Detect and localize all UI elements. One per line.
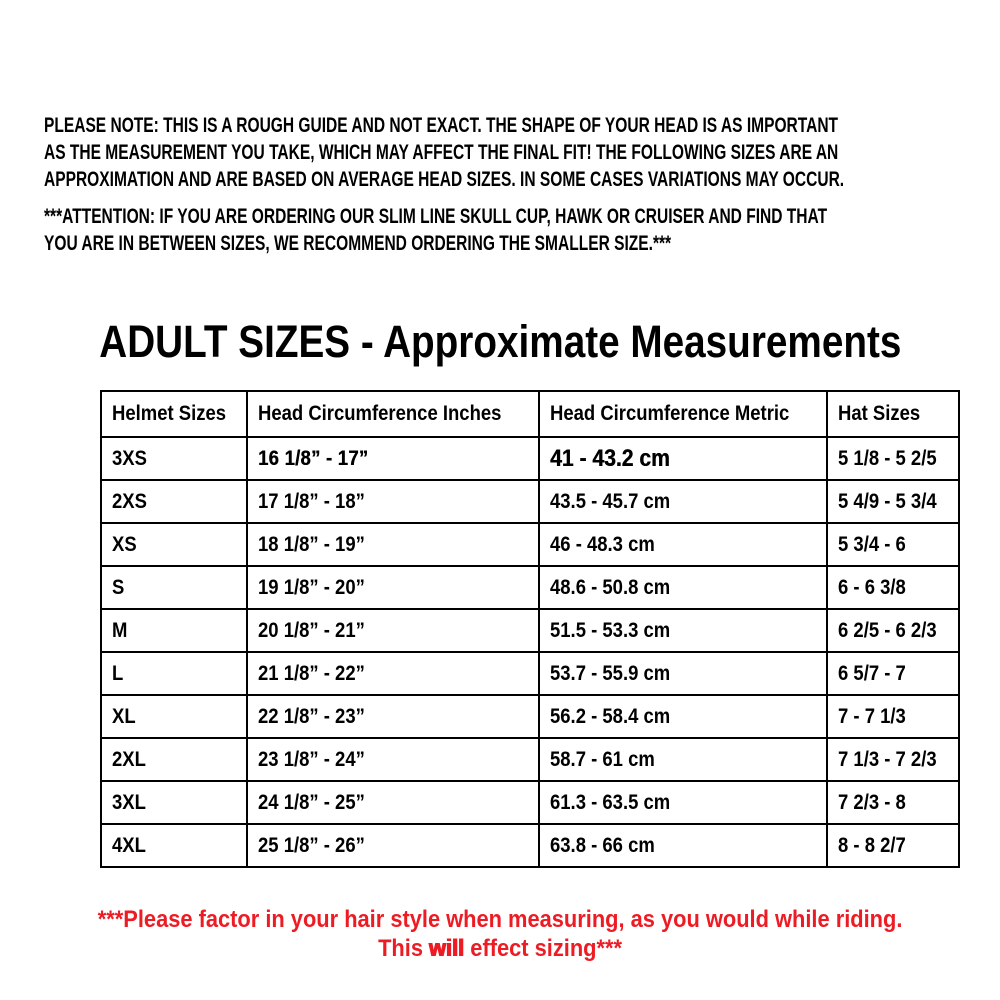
cell-hat-size xyxy=(827,781,959,824)
disclaimer-line: APPROXIMATION AND ARE BASED ON AVERAGE HEAD SIZES. IN SOME CASES VARIATIONS MAY OCCUR. xyxy=(44,168,845,191)
table-row xyxy=(101,824,959,867)
attention-note xyxy=(44,203,1000,257)
cell-inches xyxy=(247,437,540,480)
table-row xyxy=(101,695,959,738)
helmet-size-value: 3XL xyxy=(112,790,146,814)
cell-inches xyxy=(247,609,540,652)
table-body xyxy=(101,437,959,867)
cell-metric xyxy=(539,480,827,523)
cell-helmet-size xyxy=(101,824,247,867)
hat-size-value: 7 1/3 - 7 2/3 xyxy=(838,747,937,771)
footer-warning xyxy=(0,905,1000,963)
table-row xyxy=(101,523,959,566)
header-hat-sizes xyxy=(827,391,959,437)
metric-value: 63.8 - 66 cm xyxy=(550,833,655,857)
hat-size-value: 5 4/9 - 5 3/4 xyxy=(838,489,937,513)
cell-metric xyxy=(539,738,827,781)
hat-size-value: 6 5/7 - 7 xyxy=(838,661,906,685)
cell-inches xyxy=(247,523,540,566)
hat-size-value: 5 3/4 - 6 xyxy=(838,532,906,556)
cell-helmet-size xyxy=(101,695,247,738)
hat-size-value: 6 2/5 - 6 2/3 xyxy=(838,618,937,642)
table-header-row xyxy=(101,391,959,437)
footer-line2-prefix: This xyxy=(378,935,429,962)
disclaimer-line: AS THE MEASUREMENT YOU TAKE, WHICH MAY AFFECT THE FINAL FIT! THE FOLLOWING SIZES ARE AN xyxy=(44,141,839,164)
cell-hat-size xyxy=(827,480,959,523)
disclaimer-note xyxy=(44,112,1000,193)
table-row xyxy=(101,566,959,609)
attention-line: ***ATTENTION: IF YOU ARE ORDERING OUR SLIM LINE SKULL CUP, HAWK OR CRUISER AND FIND THAT xyxy=(44,205,828,228)
table-row xyxy=(101,437,959,480)
header-label: Head Circumference Inches xyxy=(257,402,501,425)
cell-hat-size xyxy=(827,824,959,867)
header-label: Head Circumference Metric xyxy=(550,402,790,425)
cell-inches xyxy=(247,480,540,523)
inches-value: 16 1/8” - 17” xyxy=(257,446,368,470)
cell-helmet-size xyxy=(101,437,247,480)
hat-size-value: 8 - 8 2/7 xyxy=(838,833,906,857)
inches-value: 20 1/8” - 21” xyxy=(257,618,365,642)
cell-inches xyxy=(247,566,540,609)
cell-hat-size xyxy=(827,566,959,609)
footer-warning-line2 xyxy=(0,934,1000,963)
cell-metric xyxy=(539,609,827,652)
metric-value: 48.6 - 50.8 cm xyxy=(550,575,671,599)
metric-value: 43.5 - 45.7 cm xyxy=(550,489,671,513)
metric-value: 51.5 - 53.3 cm xyxy=(550,618,671,642)
metric-value: 56.2 - 58.4 cm xyxy=(550,704,671,728)
metric-value: 46 - 48.3 cm xyxy=(550,532,655,556)
inches-value: 24 1/8” - 25” xyxy=(257,790,365,814)
helmet-size-value: 4XL xyxy=(112,833,146,857)
inches-value: 22 1/8” - 23” xyxy=(257,704,365,728)
helmet-size-value: M xyxy=(112,618,128,642)
inches-value: 21 1/8” - 22” xyxy=(257,661,365,685)
header-helmet-sizes xyxy=(101,391,247,437)
cell-helmet-size xyxy=(101,781,247,824)
hat-size-value: 5 1/8 - 5 2/5 xyxy=(838,446,937,470)
metric-value: 53.7 - 55.9 cm xyxy=(550,661,671,685)
cell-metric xyxy=(539,437,827,480)
cell-helmet-size xyxy=(101,566,247,609)
cell-hat-size xyxy=(827,652,959,695)
cell-metric xyxy=(539,781,827,824)
table-row xyxy=(101,738,959,781)
cell-inches xyxy=(247,652,540,695)
header-label: Helmet Sizes xyxy=(112,402,227,425)
adult-sizes-table xyxy=(100,390,960,868)
cell-inches xyxy=(247,738,540,781)
cell-inches xyxy=(247,695,540,738)
cell-hat-size xyxy=(827,437,959,480)
table-row xyxy=(101,480,959,523)
hat-size-value: 7 - 7 1/3 xyxy=(838,704,906,728)
header-circumference-metric xyxy=(539,391,827,437)
footer-line2-text xyxy=(378,934,622,963)
helmet-size-value: 3XS xyxy=(112,446,147,470)
metric-value: 41 - 43.2 cm xyxy=(550,444,670,472)
attention-line: YOU ARE IN BETWEEN SIZES, WE RECOMMEND ORDERING THE SMALLER SIZE.*** xyxy=(44,232,672,255)
helmet-size-value: XS xyxy=(112,532,137,556)
footer-line2-bold-word: will xyxy=(428,935,465,962)
cell-inches xyxy=(247,781,540,824)
helmet-size-value: 2XS xyxy=(112,489,147,513)
cell-helmet-size xyxy=(101,652,247,695)
table-row xyxy=(101,609,959,652)
hat-size-value: 6 - 6 3/8 xyxy=(838,575,906,599)
footer-line2-suffix: effect sizing*** xyxy=(464,935,622,962)
footer-line1-text: ***Please factor in your hair style when measuring, as you would while riding. xyxy=(97,906,903,933)
cell-hat-size xyxy=(827,695,959,738)
cell-hat-size xyxy=(827,609,959,652)
disclaimer-line: PLEASE NOTE: THIS IS A ROUGH GUIDE AND NOT EXACT. THE SHAPE OF YOUR HEAD IS AS IMPORTANT xyxy=(44,114,839,137)
helmet-size-value: S xyxy=(112,575,125,599)
cell-metric xyxy=(539,523,827,566)
inches-value: 25 1/8” - 26” xyxy=(257,833,365,857)
cell-metric xyxy=(539,652,827,695)
cell-helmet-size xyxy=(101,480,247,523)
inches-value: 19 1/8” - 20” xyxy=(257,575,365,599)
cell-hat-size xyxy=(827,738,959,781)
cell-metric xyxy=(539,824,827,867)
cell-metric xyxy=(539,566,827,609)
footer-warning-line1 xyxy=(0,905,1000,934)
cell-metric xyxy=(539,695,827,738)
table-row xyxy=(101,781,959,824)
header-circumference-inches xyxy=(247,391,540,437)
helmet-size-value: 2XL xyxy=(112,747,146,771)
table-row xyxy=(101,652,959,695)
cell-helmet-size xyxy=(101,609,247,652)
page-title xyxy=(0,316,1000,368)
helmet-size-value: XL xyxy=(112,704,136,728)
metric-value: 58.7 - 61 cm xyxy=(550,747,655,771)
cell-hat-size xyxy=(827,523,959,566)
cell-inches xyxy=(247,824,540,867)
hat-size-value: 7 2/3 - 8 xyxy=(838,790,906,814)
inches-value: 17 1/8” - 18” xyxy=(257,489,365,513)
inches-value: 23 1/8” - 24” xyxy=(257,747,365,771)
helmet-size-value: L xyxy=(112,661,124,685)
header-label: Hat Sizes xyxy=(838,402,921,425)
page-title-text: ADULT SIZES - Approximate Measurements xyxy=(98,316,902,367)
inches-value: 18 1/8” - 19” xyxy=(257,532,365,556)
metric-value: 61.3 - 63.5 cm xyxy=(550,790,671,814)
cell-helmet-size xyxy=(101,523,247,566)
cell-helmet-size xyxy=(101,738,247,781)
